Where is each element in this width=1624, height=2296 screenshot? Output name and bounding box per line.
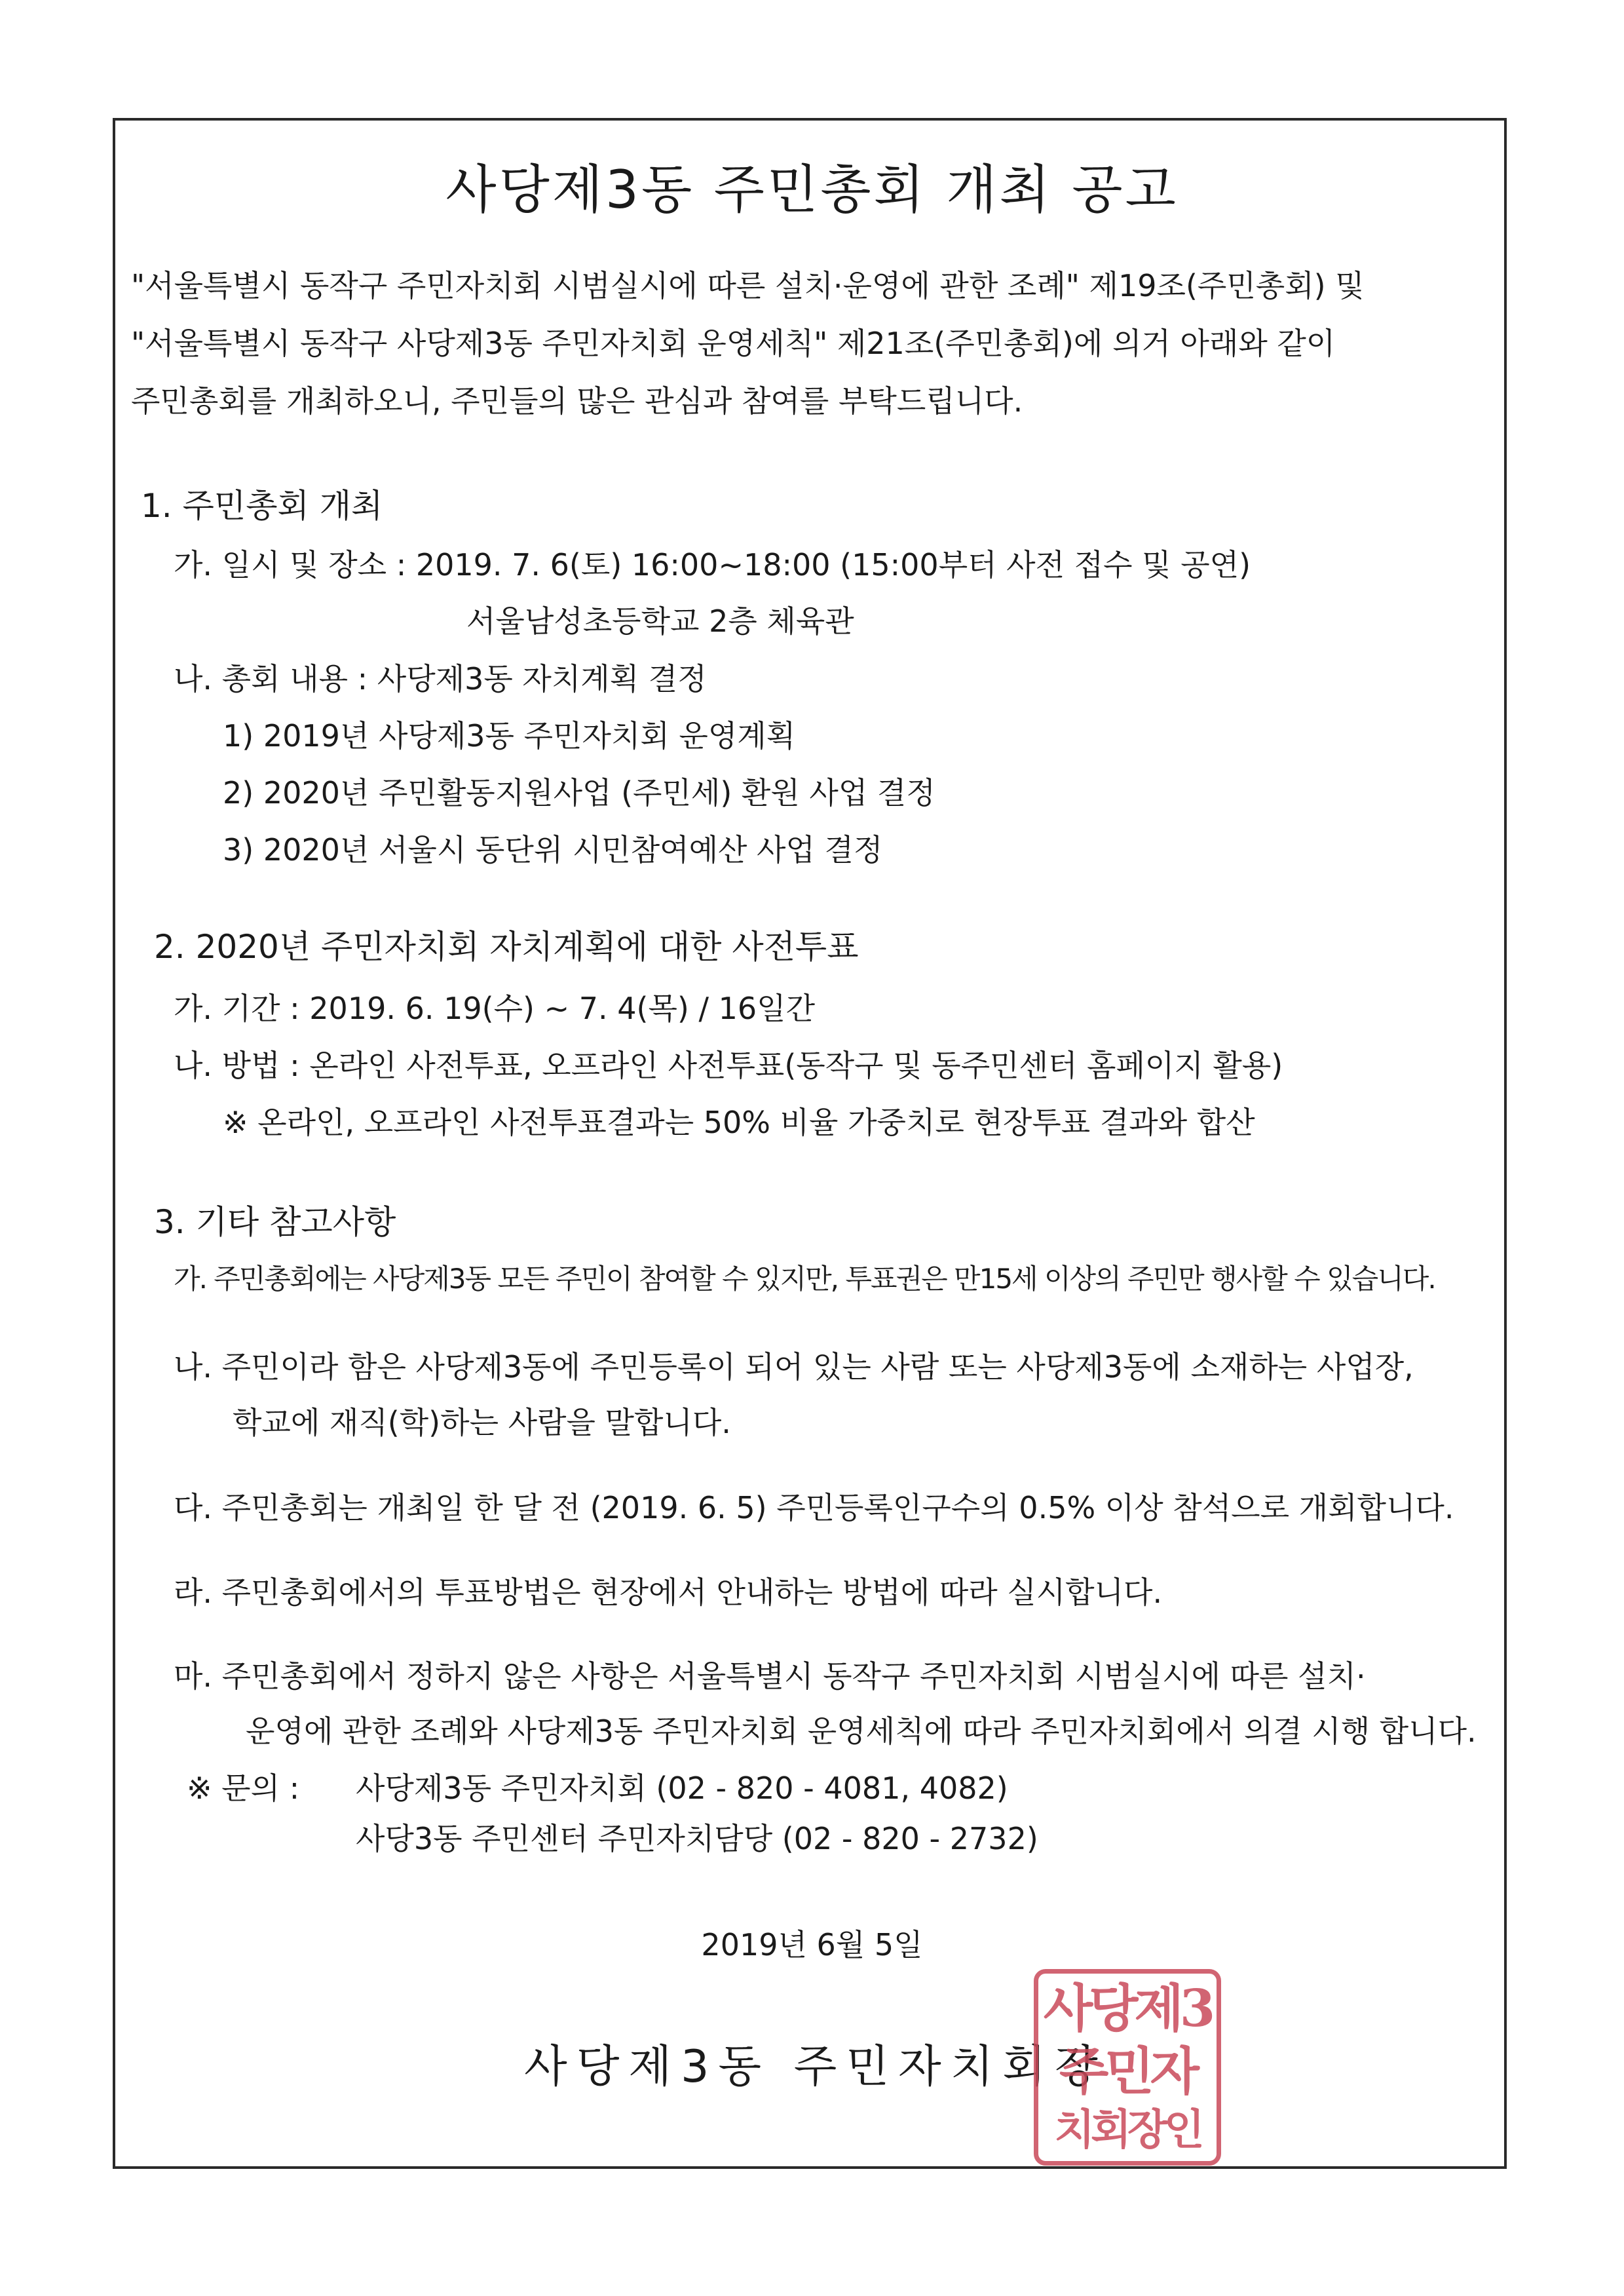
section-1-sub-item-3: 3) 2020년 서울시 동단위 시민참여예산 사업 결정: [223, 832, 883, 868]
section-1-sub-item-1: 1) 2019년 사당제3동 주민자치회 운영계획: [223, 718, 796, 754]
contact-label: ※ 문의 :: [187, 1770, 300, 1806]
document-border: [113, 118, 1507, 2169]
section-3-item-b-line-1: 나. 주민이라 함은 사당제3동에 주민등록이 되어 있는 사람 또는 사당제3동에 소재하는 사업장,: [174, 1349, 1414, 1385]
official-seal-stamp: [1034, 1969, 1221, 2166]
signer-name: 사당제3동 주민자치회장: [524, 2041, 1107, 2093]
section-3-item-d: 라. 주민총회에서의 투표방법은 현장에서 안내하는 방법에 따라 실시합니다.: [174, 1575, 1163, 1610]
section-2-item-a: 가. 기간 : 2019. 6. 19(수) ~ 7. 4(목) / 16일간: [174, 991, 816, 1026]
section-3-heading: 3. 기타 참고사항: [154, 1203, 396, 1241]
section-3-item-e-line-2: 운영에 관한 조례와 사당제3동 주민자치회 운영세칙에 따라 주민자치회에서 의결 시행 합니다.: [246, 1713, 1477, 1749]
issue-date: 2019년 6월 5일: [701, 1927, 923, 1962]
section-3-item-c: 다. 주민총회는 개최일 한 달 전 (2019. 6. 5) 주민등록인구수의 0.5% 이상 참석으로 개회합니다.: [174, 1490, 1454, 1525]
section-1-item-b: 나. 총회 내용 : 사당제3동 자치계획 결정: [174, 661, 707, 697]
seal-line-3: 치회장인: [1054, 2105, 1201, 2154]
section-3-item-e-line-1: 마. 주민총회에서 정하지 않은 사항은 서울특별시 동작구 주민자치회 시범실시에 따른 설치·: [174, 1658, 1366, 1694]
intro-line-3: 주민총회를 개최하오니, 주민들의 많은 관심과 참여를 부탁드립니다.: [131, 383, 1023, 419]
contact-line-2: 사당3동 주민센터 주민자치담당 (02 - 820 - 2732): [356, 1821, 1038, 1856]
intro-line-2: "서울특별시 동작구 사당제3동 주민자치회 운영세칙" 제21조(주민총회)에 의거 아래와 같이: [131, 326, 1336, 361]
section-1-sub-item-2: 2) 2020년 주민활동지원사업 (주민세) 환원 사업 결정: [223, 775, 935, 811]
section-1-heading: 1. 주민총회 개최: [141, 487, 383, 525]
section-2-note: ※ 온라인, 오프라인 사전투표결과는 50% 비율 가중치로 현장투표 결과와 합산: [223, 1105, 1255, 1140]
section-2-heading: 2. 2020년 주민자치회 자치계획에 대한 사전투표: [154, 928, 859, 966]
section-1-item-a-place: 서울남성초등학교 2층 체육관: [466, 603, 854, 639]
section-3-item-a: 가. 주민총회에는 사당제3동 모든 주민이 참여할 수 있지만, 투표권은 만15세 이상의 주민만 행사할 수 있습니다.: [174, 1263, 1435, 1295]
section-2-item-b: 나. 방법 : 온라인 사전투표, 오프라인 사전투표(동작구 및 동주민센터 홈페이지 활용): [174, 1048, 1283, 1083]
contact-line-1: 사당제3동 주민자치회 (02 - 820 - 4081, 4082): [356, 1770, 1008, 1806]
seal-line-2: 주민자: [1059, 2042, 1196, 2101]
section-3-item-b-line-2: 학교에 재직(학)하는 사람을 말합니다.: [233, 1405, 731, 1440]
section-1-item-a: 가. 일시 및 장소 : 2019. 7. 6(토) 16:00~18:00 (15:00부터 사전 접수 및 공연): [174, 547, 1251, 583]
seal-line-1: 사당제3: [1043, 1979, 1212, 2038]
document-title: 사당제3동 주민총회 개최 공고: [445, 159, 1179, 220]
intro-line-1: "서울특별시 동작구 주민자치회 시범실시에 따른 설치·운영에 관한 조례" 제19조(주민총회) 및: [131, 268, 1365, 303]
